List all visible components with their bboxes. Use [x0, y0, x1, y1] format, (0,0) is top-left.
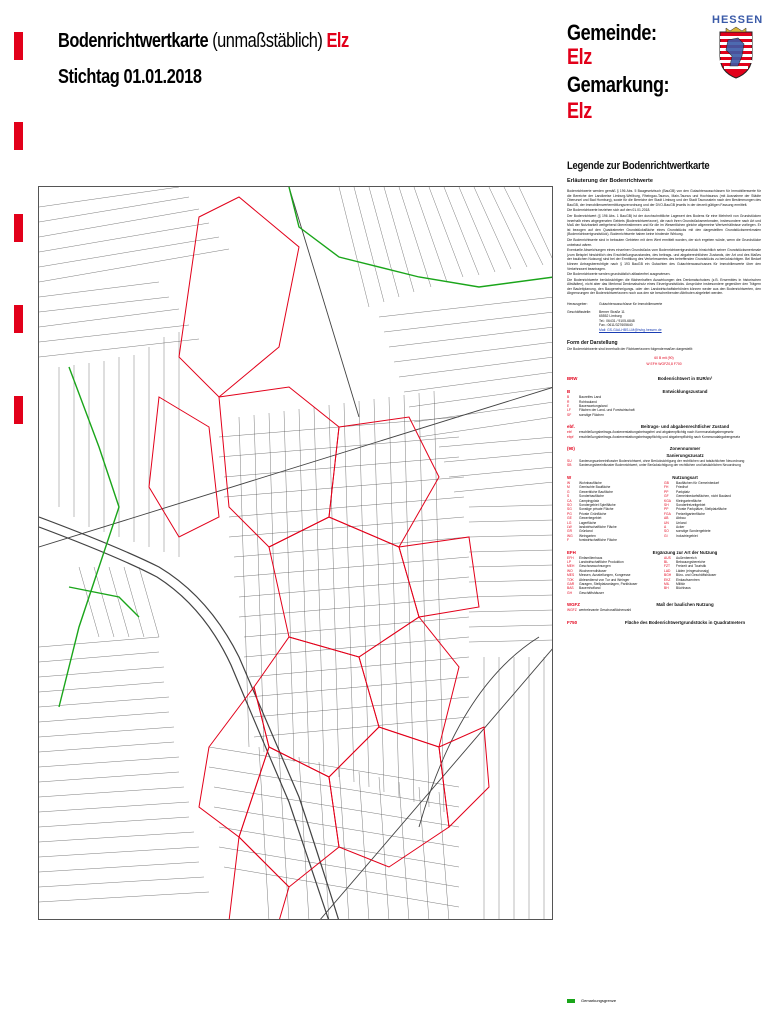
san-list — [567, 459, 761, 468]
legend-code: EKZ — [664, 577, 671, 582]
legend-code: B — [567, 395, 570, 400]
red-marker-5 — [14, 396, 23, 424]
legend-code: BAS — [567, 586, 574, 591]
legend-code: SB — [567, 463, 572, 468]
legend-desc: landwirtschaftliche Fläche — [579, 524, 617, 529]
legend-desc: Friedhof — [676, 485, 689, 490]
title-sub: (unmaßstäblich) — [212, 30, 323, 52]
erg-columns — [567, 556, 761, 596]
legend-code: PP — [664, 507, 669, 512]
legend-code: TOK — [567, 577, 574, 582]
legend-desc: Gewerbliche Baufläche — [579, 489, 613, 494]
legend-code: SF — [567, 412, 572, 417]
legend-desc: Parkplatz — [676, 489, 690, 494]
legend-paragraph: Die Bodenrichtwerte beziehen sich auf den 01.01.2018. — [567, 208, 651, 213]
legend-desc: Unland — [676, 520, 687, 525]
legend-code: LF — [567, 408, 571, 413]
legend-desc: Militär — [676, 582, 685, 586]
legend-desc: erschließungsbeitrags-/kostenerstattungsbetragsfrei und abgabenpflichtig nach Kommunalabgabengesetz — [579, 430, 734, 435]
nutz-columns — [567, 481, 761, 543]
legend-code: AB — [664, 516, 669, 521]
legend-desc: Einfamilienhaus — [579, 555, 603, 560]
legend-desc: Einkaufszentren — [676, 577, 700, 582]
nutz-list-right — [664, 481, 761, 543]
legend-desc: Außenbereich — [676, 555, 697, 560]
herausgeber: Herausgeber: Gutachterausschüsse für Immobilienwerte — [567, 302, 663, 307]
legend-code: SO — [664, 529, 669, 534]
legend-code: FZT — [664, 564, 671, 569]
title-place: Elz — [326, 30, 349, 52]
legend-code: MEH — [567, 564, 575, 569]
legend-code: AUS — [664, 555, 671, 560]
legend-desc: Büro- und Geschäftshäuser — [676, 573, 717, 578]
legend-desc: forstwirtschaftliche Fläche — [579, 538, 617, 543]
legend-code: GH — [567, 590, 572, 595]
legend-code: GAR — [567, 582, 575, 586]
legend-code: FGA — [664, 511, 671, 516]
san-heading: Sanierungszusatz — [666, 453, 704, 459]
gemarkungsgrenze-label: Gemarkungsgrenze — [581, 998, 617, 1003]
red-marker-3 — [14, 214, 23, 242]
legend-desc: Landwirtschaftliche Produktion — [579, 559, 624, 564]
legend-paragraph: Die Bodenrichtwerte berücksichtigen die flächenhaften Auswirkungen des Denkmalschutzes (z.B. Ensembles in historischen Altstädten), nicht aber das Merkmal Denkmalschutz eines Einzelgrundstücks. Ansprüche insbesondere gegenüber den Trägern der Bauleitplanung, den Baugenehmigungs- oder den Landwirtschaftsbehörden können weder aus den Bodenrichtwerten, den Abgrenzungen der Bodenrichtwertzonen noch aus den sie beschreibenden Attributen abgeleitet werden. — [567, 277, 761, 296]
title-main: Bodenrichtwertkarte — [58, 30, 209, 52]
legend-code: GB — [664, 480, 669, 485]
red-marker-4 — [14, 305, 23, 333]
legend-desc: Wochenendhäuser — [579, 568, 607, 573]
logo-text: HESSEN — [712, 14, 764, 26]
zone-heading: (90) Zonennummer — [567, 446, 701, 452]
legend-code: UN — [664, 520, 669, 525]
legend-paragraph: Eventuelle Abweichungen eines einzelnen Grundstücks vom Bodenrichtwertgrundstück hinsichtlich seiner Grundstücksmerkmale (zum Beispiel hinsichtlich des Erschließungszustandes, des beitrags- und abgaberechtlichen Zustands, der Art und des Maßes der baulichen Nutzung) sind bei der Ermittlung des Verkehrswertes des betreffenden Grundstücks zu berücksichtigen. Bei Bedarf können Antragsberechtigte nach § 193 BauGB ein Gutachten des Gutachterausschusses für Immobilienwerte über den Verkehrswert beantragen. — [567, 248, 761, 271]
legend-code: BL — [664, 559, 669, 564]
legend-desc: Freizeit und Touristik — [676, 564, 707, 569]
legend-row — [664, 534, 761, 538]
legend-code: BH — [664, 586, 669, 591]
legend-code: MIL — [664, 582, 670, 586]
legend-desc: Kleingartenfläche — [676, 498, 702, 503]
legend-desc: Büchhaus — [676, 586, 691, 591]
gemeinde-label: Gemeinde: — [567, 20, 657, 45]
legend-desc: sonstige Flächen — [579, 412, 604, 417]
cadastral-map[interactable] — [38, 186, 553, 920]
entw-heading: B Entwicklungszustand — [567, 389, 708, 395]
legend-code: E — [567, 404, 570, 409]
erg-list-left — [567, 556, 664, 596]
legend-desc: Flächen der Land- und Forstwirtschaft — [579, 408, 635, 413]
beitr-heading: ebf. Beitrags- und abgabenrechtlicher Zustand — [567, 424, 730, 430]
form-text: Die Bodenrichtwerte sind innerhalb der Richtwertzonen folgendermaßen dargestellt: — [567, 346, 693, 351]
legend-desc: Garagen, Stellplatzanlagen, Parkhäuser — [579, 582, 638, 586]
gemarkung-label: Gemarkung: — [567, 72, 670, 97]
legend-code: EFH — [567, 555, 574, 560]
legend-desc: Sanierungsbeeinflusster Bodenrichtwert, unter Berücksichtigung der rechtlichen und tatsächlichen Neuordnung — [579, 463, 741, 468]
red-marker-1 — [14, 32, 23, 60]
legend-desc: Sonstige private Fläche — [579, 507, 614, 512]
legend-desc: erschließungsbeitrags-/kostenerstattungsbetragspflichtig und abgabenpflichtig nach Kommunalabgabengesetz — [579, 434, 741, 439]
gemeinde-value: Elz — [567, 44, 592, 69]
geschaeftsstelle: Geschäftsstelle: Berner Straße 11 65552 Limburg Tel.: 06431 / 9105-6848 Fax.: 0611/327605640 Mail: GS-GAA-HBS-LM@hvbg.hessen.de — [567, 309, 662, 333]
legend-desc: Gemischte Baufläche — [579, 485, 611, 490]
legend-code: KGA — [664, 498, 671, 503]
page-title — [58, 30, 349, 53]
legend-code: LP — [567, 559, 572, 564]
legend-desc: Geschäftshäuser — [579, 590, 604, 595]
gemarkung-value: Elz — [567, 98, 592, 123]
legend-desc: Private Grünfläche — [579, 511, 607, 516]
red-marker-2 — [14, 122, 23, 150]
flaeche-heading: F750 Fläche des Bodenrichtwertgrundstücks in Quadratmetern — [567, 619, 746, 625]
legend-desc: Bauflächen für Gemeinbedarf — [676, 480, 720, 485]
nutz-list-left — [567, 481, 664, 543]
legend-row — [567, 538, 664, 542]
legend-desc: Gemeinbedarfsflächen, nicht Bauland — [676, 494, 731, 499]
erg-list-right — [664, 556, 761, 596]
legend-desc: Messen, Ausstellungen, Kongresse — [579, 573, 631, 578]
legend-desc: Grünland — [579, 529, 593, 534]
legend-code: FH — [664, 485, 669, 490]
legend-desc: Sonderfreizeitgebiet — [676, 502, 706, 507]
legend-desc: Campingplatz — [579, 498, 600, 503]
legend-code: PP — [664, 489, 669, 494]
legend-code: ebpf — [567, 434, 574, 439]
legend-code: LG — [567, 520, 572, 525]
legend-desc: Sanierungsunbeeinflusster Bodenrichtwert, ohne Berücksichtigung der rechtlichen und tatsächlichen Neuordnung — [579, 459, 745, 464]
green-line-swatch — [567, 999, 575, 1003]
legend-code: R — [567, 399, 570, 404]
cadastral-map-drawing — [39, 187, 553, 920]
legend-desc: Abbau — [676, 516, 686, 521]
brw-heading: BRW Bodenrichtwert in EUR/m² — [567, 376, 713, 382]
hessen-coat-of-arms-icon — [712, 26, 760, 82]
legend-paragraph: Bodenrichtwerte werden gemäß § 196 Abs. 5 Baugesetzbuch (BauGB) von den Gutachterausschüssen für Immobilienwerte für die Bereiche der Landkreise Limburg-Weilburg, Rheingau-Taunus, Main-Taunus und Hochtaunus (mit Ausnahme der Städte Oberursel und Bad Homburg), sowie für die Bereiche der Stadt Limburg und der Stadt Taunusstein nach den Bestimmungen des BauGB, der Immobilienwertermittlungsverordnung und der DVO-BauGB jeweils in der derzeit gültigen Fassung ermittelt. — [567, 189, 761, 207]
legend-code: SG — [567, 507, 572, 512]
legend-desc: Sondergebiet Spielfläche — [579, 502, 616, 507]
nutz-heading: W Nutzungsart — [567, 474, 698, 480]
legend-paragraph: Die Bodenrichtwerte werden grundsätzlich altlastenfrei ausgewiesen. — [567, 272, 671, 277]
legend-row — [567, 435, 761, 439]
legend-desc: Lagerfläche — [579, 520, 597, 525]
legend-code: W — [567, 480, 571, 485]
legend-desc: Wohnbaufläche — [579, 480, 602, 485]
legend-row — [567, 591, 664, 595]
legend-row — [664, 586, 761, 590]
legend-desc: Acker — [676, 524, 685, 529]
legend-code: CA — [567, 498, 572, 503]
legend-row — [567, 413, 761, 417]
hessen-logo — [712, 14, 764, 87]
legend-paragraph: Der Bodenrichtwert (§ 196 Abs. 1 BauGB) ist der durchschnittliche Lagewert des Bodens für eine Mehrheit von Grundstücken innerhalb eines abgegrenzten Gebiets (Bodenrichtwertzone), die nach ihren Grundstücksmerkmalen, insbesondere nach Art und Maß der Nutzbarkeit weitgehend übereinstimmen und für die im Wesentlichen gleiche allgemeine Wertverhältnisse vorliegen. Er ist bezogen auf den Quadratmeter Grundstücksfläche eines Grundstücks mit den dargestellten Grundstücksmerkmalen (Bodenrichtwertgrundstück). Bodenrichtwerte haben keine bindende Wirkung. — [567, 213, 761, 237]
legend-code: BGH — [664, 573, 672, 578]
gemarkungsgrenze-legend — [567, 998, 616, 1003]
legend-code: WO — [567, 568, 573, 573]
legend-desc: Geschosswohnungen — [579, 564, 611, 569]
legend-desc: Private Parkplätze, Stellplatzfläche — [676, 507, 727, 512]
legend-desc: Rohbauland — [579, 399, 597, 404]
legend-row — [567, 463, 761, 467]
legend-desc: Freizeitgartenfläche — [676, 511, 705, 516]
legend-code: GE — [567, 516, 572, 521]
legend-paragraph: Die Bodenrichtwerte sind in bebauten Gebieten mit dem Wert ermittelt worden, der sich ergeben würde, wenn die Grundstücke unbebaut wären. — [567, 237, 761, 247]
legend-desc: Sonderbaufläche — [579, 494, 604, 499]
beitr-list — [567, 430, 761, 439]
legend-desc: Industriegebiet — [676, 533, 698, 538]
legend-desc: Läden (eingeschossig) — [676, 568, 710, 573]
legend-code: GR — [567, 529, 572, 534]
email-link[interactable]: Mail: GS-GAA-HBS-LM@hvbg.hessen.de — [599, 328, 662, 333]
legend-desc: Bebauungsbereiche — [676, 559, 706, 564]
legend-subtitle: Erläuterung der Bodenrichtwerte — [567, 178, 653, 184]
legend-code: GI — [664, 533, 668, 538]
legend-code: SU — [567, 459, 572, 464]
wgfz-heading: WGFZ Maß der baulichen Nutzung — [567, 602, 714, 608]
legend-code: SO — [567, 502, 572, 507]
legend-panel — [567, 160, 761, 626]
legend-code: MES — [567, 573, 575, 578]
legend-code: G — [567, 489, 570, 494]
legend-code: LAD — [664, 568, 671, 573]
legend-code: F — [567, 538, 570, 543]
form-example-1: 60 B mit (90) — [654, 356, 674, 361]
legend-code: M — [567, 485, 570, 490]
legend-code: SH — [664, 502, 669, 507]
legend-code: WG — [567, 533, 573, 538]
entw-list — [567, 395, 761, 417]
wgfz-row: WGFZ wertrelevante Geschossflächenzahl — [567, 608, 632, 613]
legend-code: LW — [567, 524, 572, 529]
legend-code: PG — [567, 511, 572, 516]
legend-code: GF — [664, 494, 669, 499]
legend-desc: Baureifes Land — [579, 395, 602, 400]
legend-code: S — [567, 494, 570, 499]
legend-desc: Weingarten — [579, 533, 596, 538]
legend-desc: sonstige Sondergebiete — [676, 529, 711, 534]
form-example-2: W EFH WGFZ0,8 F700 — [646, 362, 682, 367]
legend-desc: Ablesedienst von Tur und Weinger — [579, 577, 630, 582]
legend-desc: Bauernhofland — [579, 586, 601, 591]
legend-desc: Bauerwartungsland — [579, 404, 608, 409]
legend-code: A — [664, 524, 667, 529]
form-title: Form der Darstellung — [567, 339, 618, 346]
legend-desc: Gewerbegebiet — [579, 516, 602, 521]
legend-title: Legende zur Bodenrichtwertkarte — [567, 160, 710, 172]
erg-heading: EFH Ergänzung zur Art der Nutzung — [567, 549, 718, 555]
stichtag: Stichtag 01.01.2018 — [58, 66, 202, 88]
legend-code: ebf — [567, 430, 572, 435]
